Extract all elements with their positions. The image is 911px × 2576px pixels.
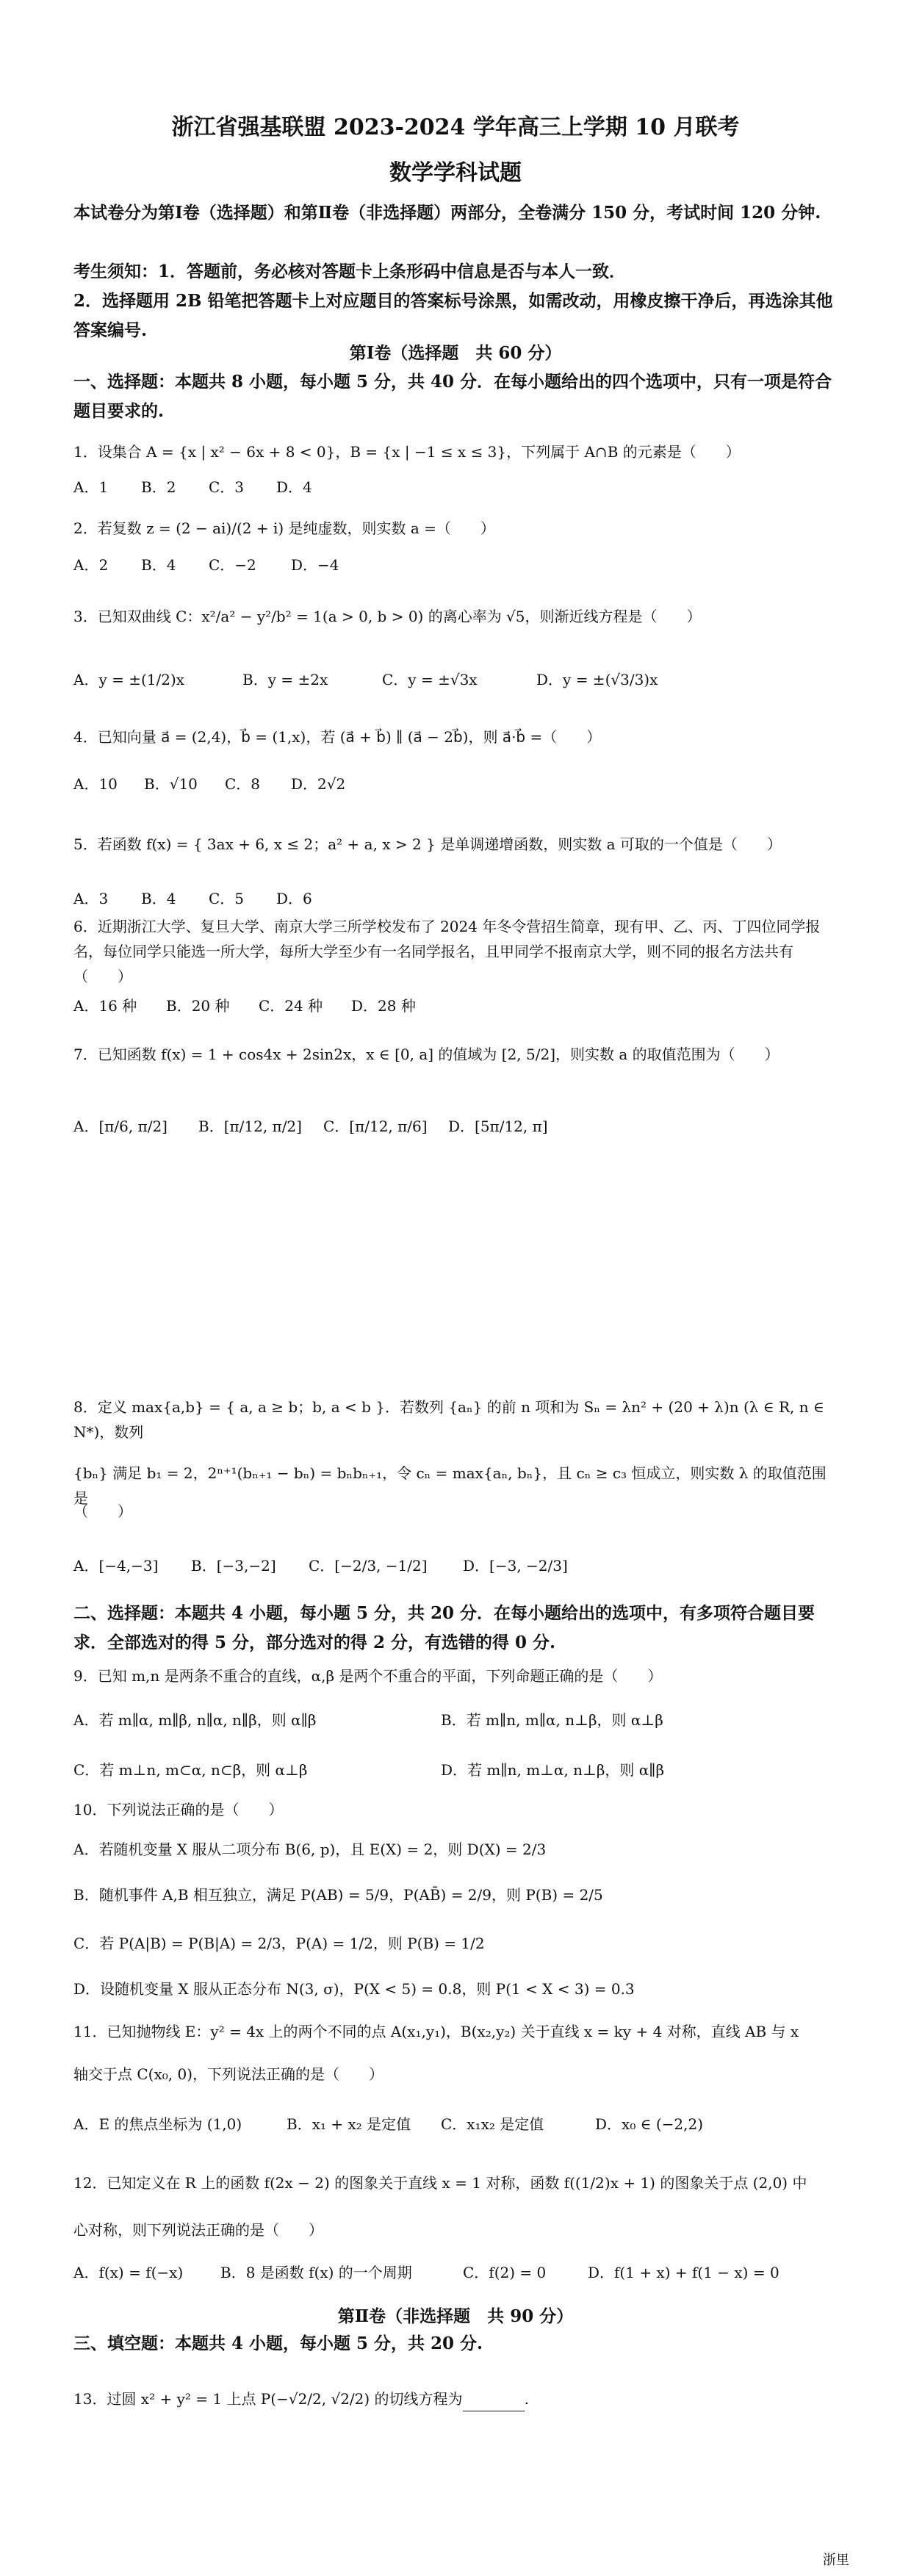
section3-instructions: 三、填空题：本题共 4 小题，每小题 5 分，共 20 分. [73, 2334, 483, 2353]
question-9-options-row-2 [73, 1757, 838, 1782]
option-c: C．x₁x₂ 是定值 [441, 2115, 544, 2133]
question-10-option-c: C．若 P(A|B) = P(B|A) = 2/3，P(A) = 1/2，则 P(B) = 1/2 [73, 1935, 485, 1952]
question-2-options [73, 553, 838, 578]
question-10-option-b: B．随机事件 A,B 相互独立，满足 P(AB) = 5/9，P(AB̄) = 2/9，则 P(B) = 2/5 [73, 1886, 603, 1904]
question-11-options [73, 2112, 838, 2137]
option-c: C．3 [209, 478, 245, 496]
question-13-text: 13．过圆 x² + y² = 1 上点 P(−√2/2, √2/2) 的切线方程为 [73, 2390, 463, 2408]
option-d: D．y = ±(√3/3)x [536, 671, 658, 688]
option-d: D．f(1 + x) + f(1 − x) = 0 [588, 2264, 779, 2281]
question-13 [73, 2386, 838, 2411]
question-10-option-a: A．若随机变量 X 服从二项分布 B(6, p)，且 E(X) = 2，则 D(X) = 2/3 [73, 1841, 547, 1858]
option-b: B．[−3,−2] [191, 1557, 276, 1575]
exam-title: 浙江省强基联盟 2023-2024 学年高三上学期 10 月联考 [171, 115, 740, 140]
option-a: A．1 [73, 478, 109, 496]
option-b: B．y = ±2x [242, 671, 328, 688]
option-a: A．10 [73, 775, 118, 793]
part1-heading: 第Ⅰ卷（选择题 共 60 分） [349, 343, 562, 363]
question-10-option-d: D．设随机变量 X 服从正态分布 N(3, σ)，P(X < 5) = 0.8，则 P(1 < X < 3) = 0.3 [73, 1980, 635, 1998]
option-c: C．−2 [209, 556, 256, 574]
question-12-line-1: 12．已知定义在 R 上的函数 f(2x − 2) 的图象关于直线 x = 1 对称，函数 f((1/2)x + 1) 的图象关于点 (2,0) 中 [73, 2174, 807, 2192]
option-d: D．28 种 [351, 997, 416, 1015]
part2-heading: 第Ⅱ卷（非选择题 共 90 分） [337, 2306, 574, 2326]
question-4-options [73, 771, 838, 796]
option-a: A．y = ±(1/2)x [73, 671, 185, 688]
option-b: B．x₁ + x₂ 是定值 [287, 2115, 411, 2133]
footer-mark: 浙里 [823, 2552, 849, 2568]
question-7: 7．已知函数 f(x) = 1 + cos4x + 2sin2x，x ∈ [0, a] 的值域为 [2, 5/2]，则实数 a 的取值范围为（ ） [73, 1046, 779, 1063]
option-c: C．8 [225, 775, 261, 793]
question-8-line-3: （ ） [73, 1503, 132, 1520]
option-d: D．若 m∥n, m⊥α, n⊥β，则 α∥β [441, 1761, 665, 1779]
option-d: D．2√2 [291, 775, 346, 793]
question-13-end: . [524, 2390, 529, 2408]
question-5-options [73, 886, 838, 911]
option-a: A．16 种 [73, 997, 137, 1015]
intro-line-3: 2．选择题用 2B 铅笔把答题卡上对应题目的答案标号涂黑，如需改动，用橡皮擦干净后，再选涂其他答案编号. [73, 291, 833, 340]
question-6: 6．近期浙江大学、复旦大学、南京大学三所学校发布了 2024 年冬令营招生简章，现有甲、乙、丙、丁四位同学报名，每位同学只能选一所大学，每所大学至少有一名同学报名，且甲同学不报南京大学，则不同的报名方法共有（ ） [73, 918, 821, 985]
question-11-line-1: 11．已知抛物线 E：y² = 4x 上的两个不同的点 A(x₁,y₁)，B(x₂,y₂) 关于直线 x = ky + 4 对称，直线 AB 与 x [73, 2023, 799, 2040]
question-2: 2．若复数 z = (2 − ai)/(2 + i) 是纯虚数，则实数 a =（ ） [73, 519, 495, 537]
question-4: 4．已知向量 a⃗ = (2,4)，b⃗ = (1,x)，若 (a⃗ + b⃗) ∥ (a⃗ − 2b⃗)，则 a⃗·b⃗ =（ ） [73, 728, 602, 746]
section1-instructions: 一、选择题：本题共 8 小题，每小题 5 分，共 40 分．在每小题给出的四个选项中，只有一项是符合题目要求的. [73, 372, 832, 421]
question-9-options-row-1 [73, 1708, 838, 1733]
answer-blank[interactable] [463, 2395, 525, 2411]
option-c: C．y = ±√3x [382, 671, 478, 688]
option-c: C．f(2) = 0 [463, 2264, 547, 2281]
question-10: 10．下列说法正确的是（ ） [73, 1801, 284, 1818]
option-d: D．[−3, −2/3] [463, 1557, 568, 1575]
question-3-options [73, 667, 838, 692]
question-8-line-1: 8．定义 max{a,b} = { a, a ≥ b；b, a < b }．若数列 {aₙ} 的前 n 项和为 Sₙ = λn² + (20 + λ)n (λ ∈ R, n ∈ N*)，数列 [73, 1398, 824, 1441]
intro-line-2: 考生须知：1．答题前，务必核对答题卡上条形码中信息是否与本人一致． [73, 262, 627, 281]
option-c: C．[−2/3, −1/2] [309, 1557, 428, 1575]
option-a: A．[−4,−3] [73, 1557, 159, 1575]
option-b: B．[π/12, π/2] [198, 1118, 302, 1135]
option-b: B．若 m∥n, m∥α, n⊥β，则 α⊥β [441, 1711, 663, 1729]
option-c: C．24 种 [259, 997, 323, 1015]
question-12-options [73, 2260, 838, 2285]
question-12-line-2: 心对称，则下列说法正确的是（ ） [73, 2221, 323, 2239]
option-b: B．4 [141, 556, 176, 574]
option-d: D．4 [276, 478, 312, 496]
option-b: B．2 [141, 478, 176, 496]
option-d: D．6 [276, 890, 312, 907]
question-8-options [73, 1553, 838, 1578]
option-c: C．[π/12, π/6] [323, 1118, 428, 1135]
question-1-options [73, 475, 838, 500]
question-3: 3．已知双曲线 C：x²/a² − y²/b² = 1(a > 0, b > 0) 的离心率为 √5，则渐近线方程是（ ） [73, 608, 702, 625]
question-11-line-2: 轴交于点 C(x₀, 0)，下列说法正确的是（ ） [73, 2065, 384, 2083]
option-b: B．20 种 [166, 997, 230, 1015]
option-a: A．3 [73, 890, 109, 907]
question-7-options [73, 1114, 838, 1139]
option-b: B．8 是函数 f(x) 的一个周期 [220, 2264, 412, 2281]
option-a: A．E 的焦点坐标为 (1,0) [73, 2115, 242, 2133]
option-a: A．f(x) = f(−x) [73, 2264, 184, 2281]
option-b: B．√10 [144, 775, 198, 793]
option-c: C．若 m⊥n, m⊂α, n⊂β，则 α⊥β [73, 1761, 308, 1779]
option-a: A．若 m∥α, m∥β, n∥α, n∥β，则 α∥β [73, 1711, 317, 1729]
question-8-line-2: {bₙ} 满足 b₁ = 2，2ⁿ⁺¹(bₙ₊₁ − bₙ) = bₙbₙ₊₁，令 cₙ = max{aₙ, bₙ}，且 cₙ ≥ c₃ 恒成立，则实数 λ 的取值范围是 [73, 1464, 827, 1507]
option-a: A．2 [73, 556, 109, 574]
exam-subtitle: 数学学科试题 [389, 160, 522, 186]
question-9: 9．已知 m,n 是两条不重合的直线，α,β 是两个不重合的平面，下列命题正确的是（ ） [73, 1667, 663, 1685]
option-a: A．[π/6, π/2] [73, 1118, 168, 1135]
option-d: D．−4 [291, 556, 339, 574]
section2-instructions: 二、选择题：本题共 4 小题，每小题 5 分，共 20 分．在每小题给出的选项中，有多项符合题目要求．全部选对的得 5 分，部分选对的得 2 分，有选错的得 0 分. [73, 1603, 815, 1652]
question-6-options [73, 993, 838, 1018]
option-d: D．x₀ ∈ (−2,2) [595, 2115, 704, 2133]
option-c: C．5 [209, 890, 245, 907]
question-1: 1．设集合 A = {x | x² − 6x + 8 < 0}，B = {x | −1 ≤ x ≤ 3}，下列属于 A∩B 的元素是（ ） [73, 443, 741, 461]
question-5: 5．若函数 f(x) = { 3ax + 6, x ≤ 2；a² + a, x > 2 } 是单调递增函数，则实数 a 可取的一个值是（ ） [73, 835, 782, 853]
option-b: B．4 [141, 890, 176, 907]
intro-line-1: 本试卷分为第Ⅰ卷（选择题）和第Ⅱ卷（非选择题）两部分，全卷满分 150 分，考试时间 120 分钟. [73, 203, 821, 223]
option-d: D．[5π/12, π] [448, 1118, 548, 1135]
